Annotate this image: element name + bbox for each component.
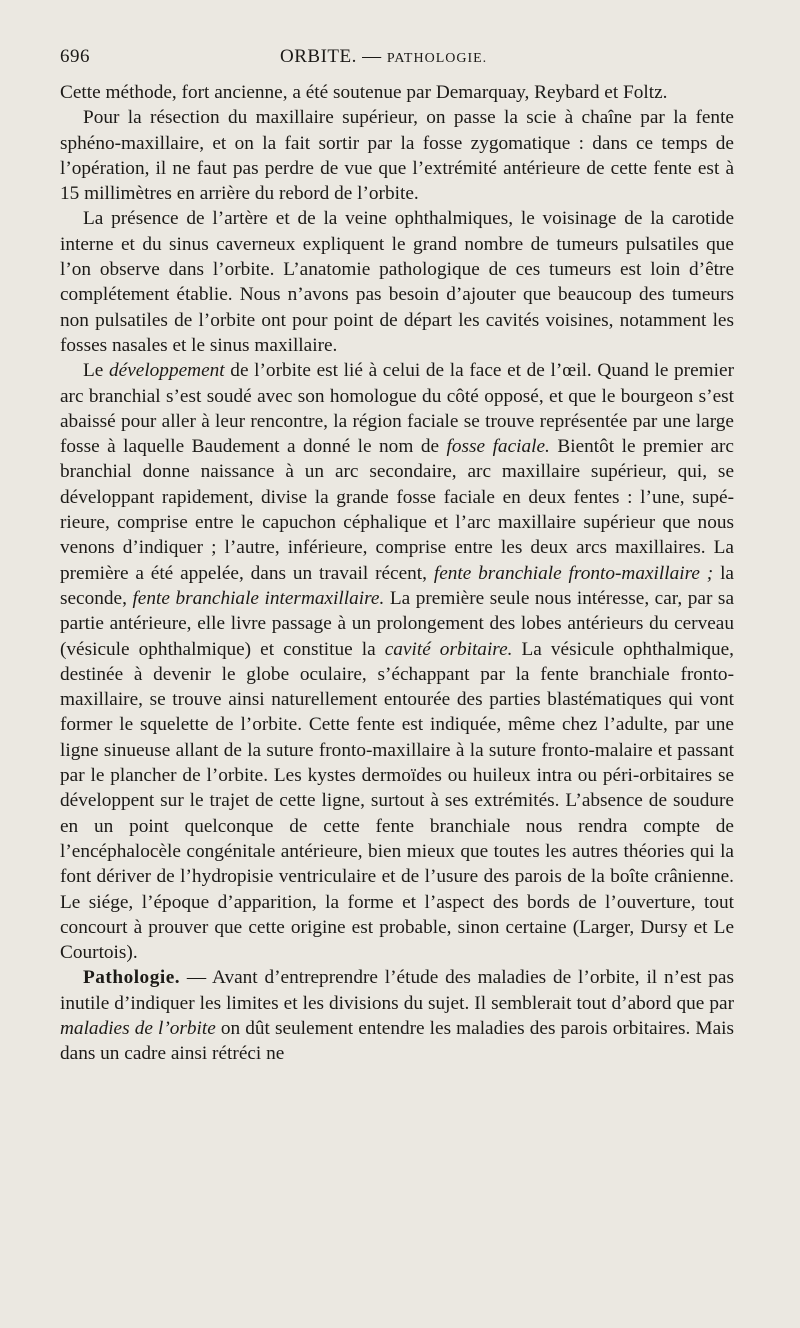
italic-text: développement [109, 360, 225, 382]
text-run: la seconde, [60, 562, 734, 609]
text-run: Le [83, 360, 109, 382]
paragraph [60, 206, 734, 358]
paragraph [60, 965, 734, 1066]
paragraph [60, 80, 734, 105]
text-run: La première seule nous intéresse, car, par sa partie antérieure, elle livre passage à un prolongement des lobes antérieurs du cerveau (vésicule ophthalmique) et constitue la [60, 587, 734, 660]
italic-text: maladies de l’orbite [60, 1017, 216, 1039]
page-number: 696 [60, 46, 90, 67]
italic-text: fosse faciale. [446, 436, 550, 458]
text-run: Cette méthode, fort ancienne, a été soutenue par Demarquay, Reybard et Foltz. [60, 82, 668, 103]
running-title [280, 46, 487, 68]
text-run: La vésicule ophthalmique, destinée à devenir le globe oculaire, s’échappant par la fente branchiale fronto-maxillaire, se trouve ainsi naturellement entourée des parties blastématiques qui vont former le squelette de l’orbite. Cette fente est indiquée, même chez l’adulte, par une ligne sinueuse allant de la suture fronto-maxillaire à la suture fronto-malaire et passant par le plancher de l’orbite. Les kystes dermoïdes ou huileux intra ou péri-orbitaires se développent sur le trajet de cette ligne, surtout à ses extrémités. L’absence de soudure en un point quelconque de cette fente branchiale nous rendra compte de l’encéphalocèle congénitale antérieure, bien mieux que toutes les autres théories qui la font dériver de l’hydropisie ventriculaire et de l’usure des parois de la boîte crânienne. Le siége, l’époque d’apparition, la forme et l’aspect des bords de l’ouverture, tout concourt à prouver que cette origine est probable, sinon certaine (Larger, Dursy et Le Courtois). [60, 638, 734, 964]
section-heading: Pathologie. [83, 967, 181, 989]
running-header [60, 46, 734, 80]
running-title-section: PATHOLOGIE. [386, 51, 488, 66]
italic-text: fente branchiale fronto-maxillaire ; [433, 562, 714, 584]
text-run: La présence de l’artère et de la veine ophthalmiques, le voisinage de la carotide interne et du sinus caverneux expliquent le grand nombre de tumeurs pulsatiles que l’on observe dans l’orbite. L’anatomie pathologique de ces tumeurs est loin d’être complétement établie. Nous n’avons pas besoin d’ajouter que beaucoup des tumeurs non pulsatiles de l’orbite ont pour point de départ les cavités voisines, notamment les fosses nasales et le sinus maxillaire. [60, 208, 734, 356]
italic-text: cavité orbitaire. [384, 638, 513, 660]
text-run: Pour la résection du maxillaire supérieur, on passe la scie à chaîne par la fente sphéno-maxillaire, et on la fait sortir par la fosse zygomatique : dans ce temps de l’opération, il ne faut pas perdre de vue que l’extrémité antérieure de cette fente est à 15 millimètres en arrière du rebord de l’orbite. [60, 107, 734, 205]
running-title-main: ORBITE. [280, 46, 357, 67]
paragraph [60, 105, 734, 206]
page-body [60, 80, 734, 1067]
text-run: — Avant d’entreprendre l’étude des maladies de l’orbite, il n’est pas inutile d’indiquer les limites et les divisions du sujet. Il semblerait tout d’abord que par [60, 967, 734, 1014]
running-title-separator: — [356, 46, 387, 67]
text-run: Bientôt le premier arc branchial donne naissance à un arc secondaire, arc maxillaire supérieur, qui, se développant rapidement, divise la grande fosse faciale en deux fentes : l’une, supérieure, comprise entre le capuchon céphalique et l’arc maxillaire supérieur que nous venons d’indiquer ; l’autre, inférieure, comprise entre les deux arcs maxillaires. La première a été appelée, dans un travail récent, [60, 436, 734, 584]
paragraph [60, 358, 734, 965]
text-run: on dût seulement entendre les maladies des parois orbitaires. Mais dans un cadre ainsi rétréci ne [60, 1017, 734, 1065]
text-run: de l’orbite est lié à celui de la face et de l’œil. Quand le premier arc branchial s’est soudé avec son homologue du côté opposé, et que le bourgeon s’est abaissé pour aller à leur rencontre, la région faciale se trouve représentée par une large fosse à laquelle Baudement a donné le nom de [60, 360, 734, 458]
italic-text: fente branchiale intermaxillaire. [132, 587, 385, 609]
